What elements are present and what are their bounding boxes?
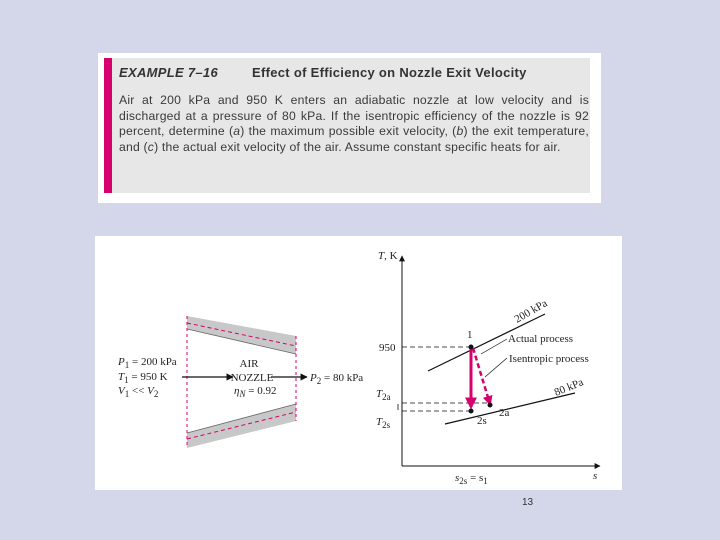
- inlet-temperature-label: $T_1 = 950$ K: [118, 371, 168, 385]
- isobar-80kpa-label: 80 kPa: [552, 376, 586, 399]
- state-1-point: [469, 345, 474, 350]
- example-problem-text: [119, 93, 589, 155]
- isentropic-process-leader: [485, 358, 507, 377]
- efficiency-label: $\eta_N = 0.92$: [234, 385, 277, 399]
- text-part-b: b: [456, 124, 464, 139]
- example-title: Effect of Efficiency on Nozzle Exit Velocity: [252, 65, 527, 80]
- figure-panel: [95, 236, 622, 490]
- figure-canvas: [95, 236, 622, 490]
- velocity-relation-label: $V_1 << V_2$: [118, 385, 159, 399]
- s-axis-label: s: [593, 470, 598, 482]
- t2s-label: $T_{2s}$: [376, 416, 391, 430]
- inlet-pressure-label: $P_1 = 200$ kPa: [118, 356, 177, 370]
- actual-process-label: Actual process: [508, 333, 574, 345]
- text-part-c: c: [147, 139, 155, 154]
- text-part: ) the actual exit velocity of the air. Assume constant specific heats for air.: [154, 139, 561, 154]
- air-label: AIR: [239, 358, 259, 370]
- nozzle-upper-wall: [187, 316, 296, 354]
- isentropic-process-label: Isentropic process: [509, 353, 589, 365]
- actual-process-line: [473, 348, 490, 404]
- state-2s-point: [469, 409, 474, 414]
- state-2s-label: 2s: [477, 415, 487, 427]
- ts-diagram: [376, 250, 600, 486]
- s-tick-label: $s_{2s} = s_1$: [455, 472, 488, 486]
- state-1-label: 1: [467, 329, 473, 341]
- actual-process-leader: [481, 339, 507, 354]
- example-card: [98, 53, 601, 203]
- isobar-200kpa-label: 200 kPa: [512, 297, 550, 326]
- page-number: 13: [522, 497, 534, 508]
- nozzle-label: NOZZLE: [230, 372, 274, 384]
- text-part: Air at 200 kPa and 950 K enters an adiabatic nozzle at low velocity and is discharged at a pressure of 80 kPa. If the isentropic efficiency of the nozzle is 92 percent, determine (: [119, 93, 589, 139]
- isobar-80kpa: [445, 393, 575, 424]
- example-panel: [104, 58, 590, 193]
- text-part: ) the exit temperature, and (: [119, 124, 589, 154]
- t-axis-label: T, K: [378, 250, 398, 262]
- example-label: EXAMPLE 7–16: [119, 65, 218, 80]
- state-2a-label: 2a: [499, 407, 510, 419]
- text-part-a: a: [233, 124, 241, 139]
- text-part: ) the maximum possible exit velocity, (: [240, 124, 457, 139]
- accent-bar: [104, 58, 112, 193]
- t2a-label: $T_{2a}$: [376, 388, 391, 402]
- t950-label: 950: [379, 342, 396, 354]
- state-2a-point: [488, 403, 493, 408]
- outlet-pressure-label: $P_2 = 80$ kPa: [310, 372, 364, 386]
